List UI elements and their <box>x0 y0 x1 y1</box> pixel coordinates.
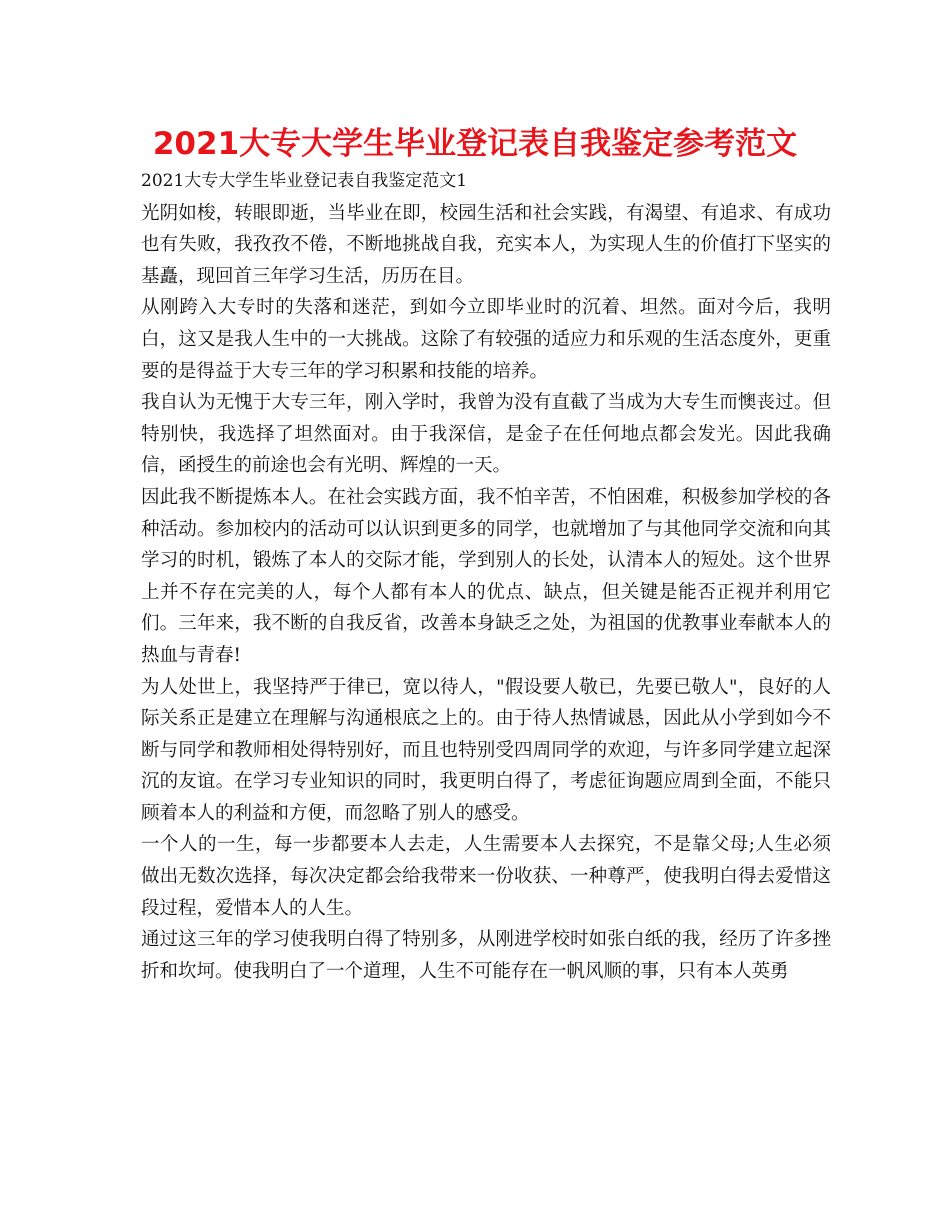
document-title: 2021大专大学生毕业登记表自我鉴定参考范文 <box>152 126 798 162</box>
paragraph-6: 一个人的一生，每一步都要本人去走，人生需要本人去探究，不是靠父母;人生必须做出无数次选择，每次决定都会给我带来一份收获、一种尊严，使我明白得去爱惜这段过程，爱惜本人的人生。 <box>141 834 831 919</box>
paragraph-2: 从刚跨入大专时的失落和迷茫，到如今立即毕业时的沉着、坦然。面对今后，我明白，这又是我人生中的一大挑战。这除了有较强的适应力和乐观的生活态度外，更重要的是得益于大专三年的学习积累和技能的培养。 <box>141 297 831 382</box>
document-body <box>141 166 831 987</box>
section-subtitle: 2021大专大学生毕业登记表自我鉴定范文1 <box>141 171 468 191</box>
paragraph-3: 我自认为无愧于大专三年，刚入学时，我曾为没有直截了当成为大专生而懊丧过。但特别快，我选择了坦然面对。由于我深信，是金子在任何地点都会发光。因此我确信，函授生的前途也会有光明、辉煌的一天。 <box>141 392 831 477</box>
paragraph-5: 为人处世上，我坚持严于律已，宽以待人，"假设要人敬已，先要已敬人"，良好的人际关系正是建立在理解与沟通根底之上的。由于待人热情诚恳，因此从小学到如今不断与同学和教师相处得特别好，而且也特别受四周同学的欢迎，与许多同学建立起深沉的友谊。在学习专业知识的同时，我更明白得了，考虑征询题应周到全面，不能只顾着本人的利益和方便，而忽略了别人的感受。 <box>141 676 831 824</box>
paragraph-4: 因此我不断提炼本人。在社会实践方面，我不怕辛苦，不怕困难，积极参加学校的各种活动。参加校内的活动可以认识到更多的同学，也就增加了与其他同学交流和向其学习的时机，锻炼了本人的交际才能，学到别人的长处，认清本人的短处。这个世界上并不存在完美的人，每个人都有本人的优点、缺点，但关键是能否正视并利用它们。三年来，我不断的自我反省，改善本身缺乏之处，为祖国的优教事业奉献本人的热血与青春! <box>141 486 831 666</box>
paragraph-7: 通过这三年的学习使我明白得了特别多，从刚进学校时如张白纸的我，经历了许多挫折和坎坷。使我明白了一个道理，人生不可能存在一帆风顺的事，只有本人英勇 <box>141 929 831 982</box>
paragraph-1: 光阴如梭，转眼即逝，当毕业在即，校园生活和社会实践，有渴望、有追求、有成功也有失败，我孜孜不倦，不断地挑战自我，充实本人，为实现人生的价值打下坚实的基矗，现回首三年学习生活，历历在目。 <box>141 202 831 287</box>
